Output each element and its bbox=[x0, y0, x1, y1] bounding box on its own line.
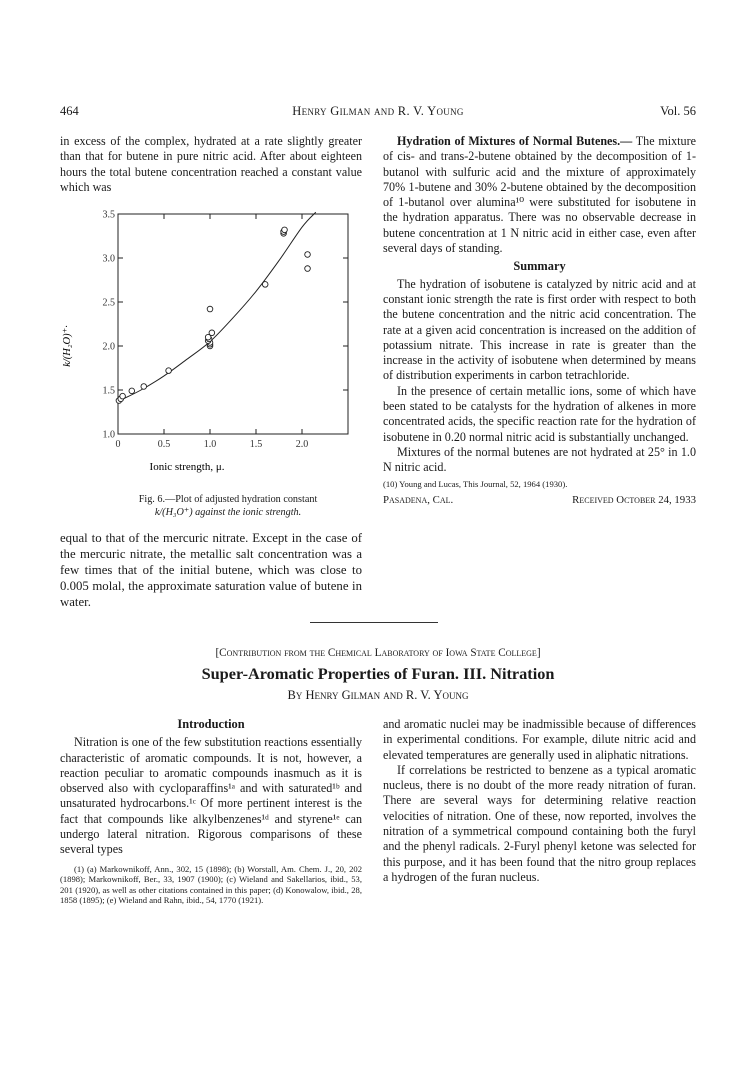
x-tick-label: 1.5 bbox=[249, 439, 263, 450]
x-axis-label: Ionic strength, μ. bbox=[149, 461, 225, 473]
dateline bbox=[383, 493, 696, 508]
data-point bbox=[262, 282, 268, 288]
footnote: (1) (a) Markownikoff, Ann., 302, 15 (1898); (b) Worstall, Am. Chem. J., 20, 202 (1898); Markownikoff, Ber., 33, 1907 (1900); (c) Wieland and Sakellarios, ibid., 53, 201 (1920), as well as other citations contained in this paper; (d) Konowalow, ibid., 28, 1858 (1895); (e) Wieland and Rahn, ibid., 54, 1770 (1921). bbox=[60, 863, 362, 906]
fit-curve bbox=[118, 212, 316, 401]
caption-line: Fig. 6.—Plot of adjusted hydration constant bbox=[138, 494, 318, 505]
received-date: Received October 24, 1933 bbox=[572, 494, 696, 507]
x-tick-label: 0 bbox=[115, 439, 121, 450]
data-point bbox=[120, 393, 126, 399]
volume-label: Vol. 56 bbox=[660, 104, 696, 118]
paragraph: The hydration of isobutene is catalyzed by nitric acid and at constant ionic strength the rate is first order with respect to both the butene concentration and the nitric acid concentration. The rate at a given acid concentration is increased on the addition of potassium nitrate. This increase in rate is greater than the increase in the activity of isobutene when determined by means of distribution experiments in carbon tetrachloride. bbox=[383, 276, 696, 383]
x-tick-label: 2.0 bbox=[295, 439, 309, 450]
text-line: initial butene, which was close to 0.005 molal, bbox=[60, 563, 363, 593]
paragraph: Nitration is one of the few substitution reactions essentially characteristic of aromatic compounds. It is not, however, a reaction peculiar to aromatic compounds inasmuch as it is observed also with cycloparaffins¹ᵃ and with saturated¹ᵇ and unsaturated hydrocarbons.¹ᶜ Of more pertinent interest is the fact that compounds like alkylbenzenes¹ᵈ and styrene¹ᵉ can undergo lateral nitration. Rigorous comparisons of these several types bbox=[60, 735, 362, 857]
text-line: the case of the mercuric nitrate, the metallic bbox=[60, 531, 363, 561]
y-axis-label: k/(H₂O)⁺· bbox=[62, 325, 73, 367]
x-tick-label: 1.0 bbox=[203, 439, 217, 450]
footnote: (10) Young and Lucas, This Journal, 52, 1964 (1930). bbox=[383, 478, 568, 489]
text-line: acid. After about eighteen hours the total butene bbox=[60, 149, 363, 179]
data-point bbox=[166, 368, 172, 374]
page-number: 464 bbox=[60, 104, 79, 118]
text-line: slightly greater than that for butene in pure nitric bbox=[60, 134, 362, 164]
article2-right-column bbox=[383, 717, 696, 885]
place: Pasadena, Cal. bbox=[383, 494, 454, 507]
data-point bbox=[282, 227, 288, 233]
text-line: equal to that of the mercuric nitrate. Except in bbox=[60, 531, 302, 545]
article-title: Super-Aromatic Properties of Furan. III. Nitration bbox=[201, 664, 555, 683]
y-tick-label: 2.5 bbox=[102, 297, 115, 309]
text-line: in excess of the complex, hydrated at a rate bbox=[60, 134, 283, 148]
running-header bbox=[60, 104, 696, 120]
paragraph: In the presence of certain metallic ions, some of which have been stated to be catalysts for the hydration of alkenes in more concentrated acids, the specific reaction rate for the hydration of isobutene in 0.20 normal nitric acid is substantially unchanged. bbox=[383, 383, 696, 444]
caption-line: k/(H₃O⁺) against the ionic strength. bbox=[154, 507, 302, 519]
running-title: Henry Gilman and R. V. Young bbox=[292, 104, 464, 118]
section-divider bbox=[310, 622, 438, 623]
data-point bbox=[305, 252, 311, 258]
text-line: water. bbox=[60, 595, 91, 609]
hydration-constant-chart bbox=[62, 206, 378, 474]
plot-frame bbox=[118, 214, 348, 434]
data-point bbox=[207, 306, 213, 312]
data-point bbox=[305, 266, 311, 272]
y-tick-label: 2.0 bbox=[102, 341, 115, 353]
y-tick-label: 3.5 bbox=[102, 209, 115, 221]
data-point bbox=[209, 330, 215, 336]
y-tick-label: 1.0 bbox=[102, 429, 115, 441]
data-point bbox=[129, 388, 135, 394]
text-line: the approximate saturation value of butene in bbox=[128, 579, 362, 593]
article2-left-column bbox=[60, 717, 362, 906]
paragraph: If correlations be restricted to benzene as a typical aromatic nucleus, there is no doubt of the more ready nitration of furan. There are several ways for determining relative reaction velocities of nitration. One of these, now reported, involves the nitration of a symmetrical compound containing both the furyl and the phenyl radicals. 2-Furyl phenyl ketone was selected for this purpose, and it has been found that the nitro group replaces a hydrogen of the furan nucleus. bbox=[383, 762, 696, 884]
data-point bbox=[141, 384, 147, 390]
article-byline: By Henry Gilman and R. V. Young bbox=[287, 688, 469, 702]
y-tick-label: 3.0 bbox=[102, 253, 115, 265]
introduction-heading: Introduction bbox=[177, 717, 245, 731]
text-line: salt concentration was a few times that of the bbox=[60, 547, 363, 577]
paragraph: The mixture of cis- and trans-2-butene obtained by the decomposition of 1-butanol with sulfuric acid and the mixture of approximately 70% 1-butene and 30% 2-butene obtained by the decomposition of 1-butanol over alumina¹⁰ were substituted for isobutene in the hydration apparatus. There was no observable decrease in butene concentration at 1 N nitric acid in either case, even after several days of standing. bbox=[383, 134, 696, 256]
paragraph: Mixtures of the normal butenes are not hydrated at 25° in 1.0 N nitric acid. bbox=[383, 444, 696, 475]
left-column-top-text bbox=[60, 134, 362, 195]
right-column-text bbox=[383, 134, 696, 508]
paragraph: and aromatic nuclei may be inadmissible because of differences in experimental conditions. For example, dilute nitric acid and elevated temperatures are generally used in aliphatic nitrations. bbox=[383, 717, 696, 762]
figure-caption bbox=[78, 493, 378, 519]
contribution-line: [Contribution from the Chemical Laboratory of Iowa State College] bbox=[215, 647, 541, 659]
text-line: concentration reached a constant value which was bbox=[60, 164, 362, 194]
section-heading: Hydration of Mixtures of Normal Butenes.— bbox=[397, 134, 633, 148]
y-tick-label: 1.5 bbox=[102, 385, 115, 397]
summary-heading: Summary bbox=[513, 259, 566, 274]
left-column-lower-text bbox=[60, 530, 362, 610]
x-tick-label: 0.5 bbox=[157, 439, 171, 450]
